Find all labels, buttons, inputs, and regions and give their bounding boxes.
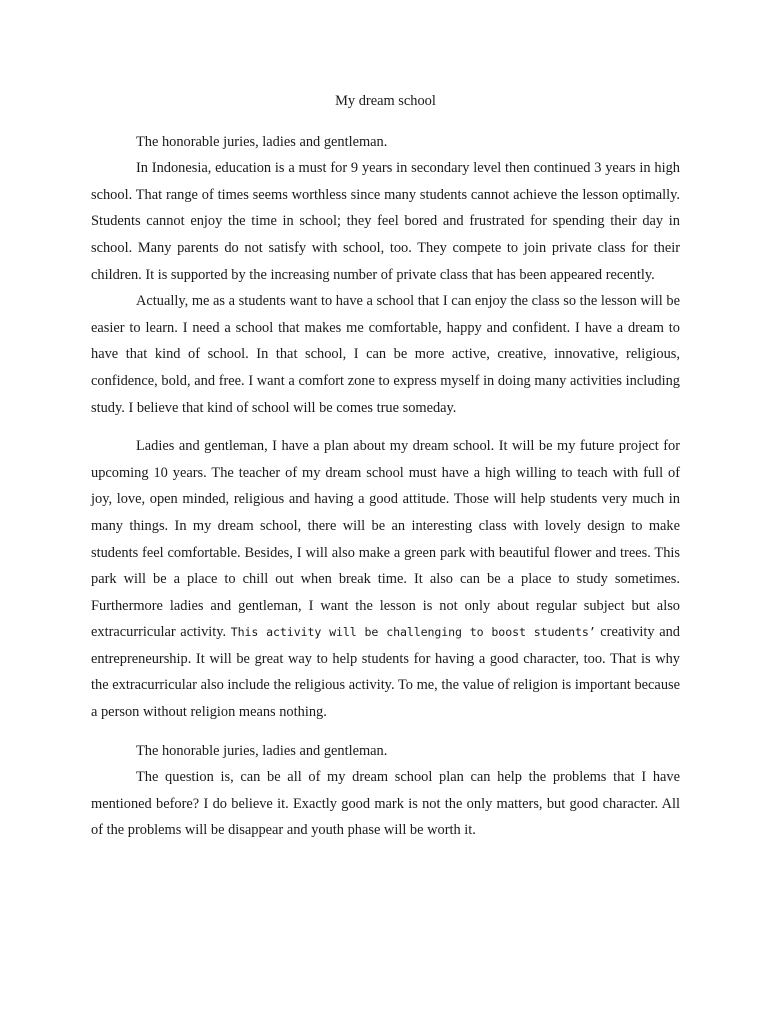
paragraph-plan	[91, 433, 680, 726]
salutation-opening: The honorable juries, ladies and gentleman.	[136, 133, 388, 150]
salutation-closing: The honorable juries, ladies and gentleman.	[136, 742, 388, 759]
document-title: My dream school	[335, 93, 436, 109]
paragraph-plan-text-1: Ladies and gentleman, I have a plan about my dream school. It will be my future project for upcoming 10 years. The teacher of my dream school must have a high willing to teach with full of joy, love, open minded, religious and having a good attitude. Those will help students very much in many things. In my dream school, there will be an interesting class with lovely design to make students feel comfortable. Besides, I will also make a green park with beautiful flower and trees. This park will be a place to chill out when break time. It also can be a place to study sometimes. Furthermore ladies and gentleman, I want the lesson is not only about regular subject but also extracurricular activity.	[91, 438, 680, 641]
paragraph-plan-text-2: This activity will be challenging to boost students’	[230, 625, 596, 640]
paragraph-education-intro: In Indonesia, education is a must for 9 years in secondary level then continued 3 years in high school. That range of times seems worthless since many students cannot achieve the lesson optimally. Students cannot enjoy the time in school; they feel bored and frustrated for spending their day in school. Many parents do not satisfy with school, too. They compete to join private class for their children. It is supported by the increasing number of private class that has been appeared recently.	[91, 160, 680, 283]
paragraph-wish: Actually, me as a students want to have a school that I can enjoy the class so the lesson will be easier to learn. I need a school that makes me comfortable, happy and confident. I have a dream to have that kind of school. In that school, I can be more active, creative, innovative, religious, confidence, bold, and free. I want a comfort zone to express myself in doing many activities including study. I believe that kind of school will be comes true someday.	[91, 293, 680, 416]
paragraph-conclusion: The question is, can be all of my dream school plan can help the problems that I have mentioned before? I do believe it. Exactly good mark is not the only matters, but good character. All of the problems will be disappear and youth phase will be worth it.	[91, 769, 680, 839]
paragraph-plan-text-3: creativity and entrepreneurship. It will be great way to help students for having a good character, too. That is why the extracurricular also include the religious activity. To me, the value of religion is important because a person without religion means nothing.	[91, 624, 681, 721]
